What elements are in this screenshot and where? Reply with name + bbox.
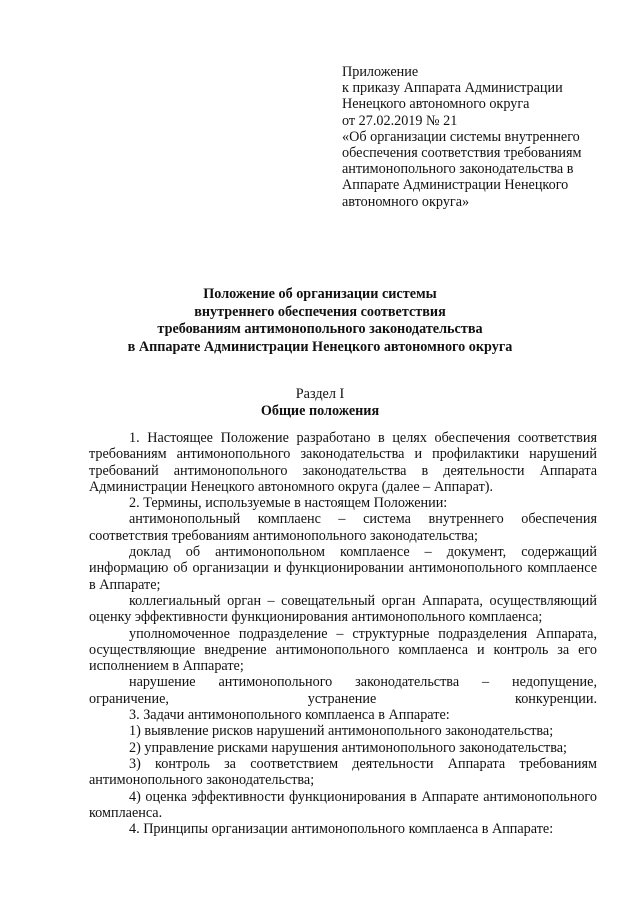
document-title xyxy=(0,286,640,356)
section-name: Общие положения xyxy=(260,403,380,419)
appendix-line: автономного округа» xyxy=(342,193,470,210)
title-line: требованиям антимонопольного законодательства xyxy=(157,321,483,337)
title-line: Положение об организации системы xyxy=(203,286,437,302)
paragraph: коллегиальный орган – совещательный орган Аппарата, осуществляющий оценку эффективности функционирования антимонопольного комплаенса; xyxy=(89,592,597,626)
section-heading xyxy=(0,386,640,420)
appendix-line: обеспечения соответствия требованиям xyxy=(342,145,582,162)
paragraph: 2) управление рисками нарушения антимонопольного законодательства; xyxy=(129,739,567,756)
paragraph: 4. Принципы организации антимонопольного комплаенса в Аппарате: xyxy=(129,821,554,838)
paragraph: уполномоченное подразделение – структурные подразделения Аппарата, осуществляющие внедрение антимонопольного комплаенса и контроль за его исполнением в Аппарате; xyxy=(89,625,597,675)
paragraph: 3) контроль за соответствием деятельности Аппарата требованиям антимонопольного законодательства; xyxy=(89,755,597,789)
appendix-line: от 27.02.2019 № 21 xyxy=(342,112,458,129)
section-number: Раздел I xyxy=(295,386,345,402)
paragraph: доклад об антимонопольном комплаенсе – документ, содержащий информацию об организации и функционировании антимонопольного комплаенсе в Аппарате; xyxy=(89,544,597,593)
title-line: внутреннего обеспечения соответствия xyxy=(194,303,446,320)
document-body xyxy=(89,430,597,837)
paragraph: 4) оценка эффективности функционирования в Аппарате антимонопольного комплаенса. xyxy=(89,788,597,821)
paragraph: 1. Настоящее Положение разработано в целях обеспечения соответствия требованиям антимонопольного законодательства и профилактики нарушений требований антимонопольного законодательства в деятельности Аппарата Администрации Ненецкого автономного округа (далее – Аппарат). xyxy=(89,430,597,495)
paragraph: антимонопольный комплаенс – система внутреннего обеспечения соответствия требованиям антимонопольного законодательства; xyxy=(89,511,597,544)
appendix-line: «Об организации системы внутреннего xyxy=(342,128,580,145)
appendix-line: Аппарате Администрации Ненецкого xyxy=(342,177,569,194)
title-line: в Аппарате Администрации Ненецкого автономного округа xyxy=(127,338,513,355)
paragraph: 1) выявление рисков нарушений антимонопольного законодательства; xyxy=(129,723,554,740)
paragraph: нарушение антимонопольного законодательства – недопущение, ограничение, устранение конкуренции. xyxy=(89,674,597,707)
appendix-header xyxy=(342,64,602,210)
appendix-line: Ненецкого автономного округа xyxy=(342,96,530,113)
appendix-line: к приказу Аппарата Администрации xyxy=(342,80,563,97)
appendix-line: антимонопольного законодательства в xyxy=(342,161,574,178)
paragraph: 2. Термины, используемые в настоящем Положении: xyxy=(129,495,448,512)
appendix-line: Приложение xyxy=(342,64,419,80)
paragraph: 3. Задачи антимонопольного комплаенса в Аппарате: xyxy=(129,707,450,724)
